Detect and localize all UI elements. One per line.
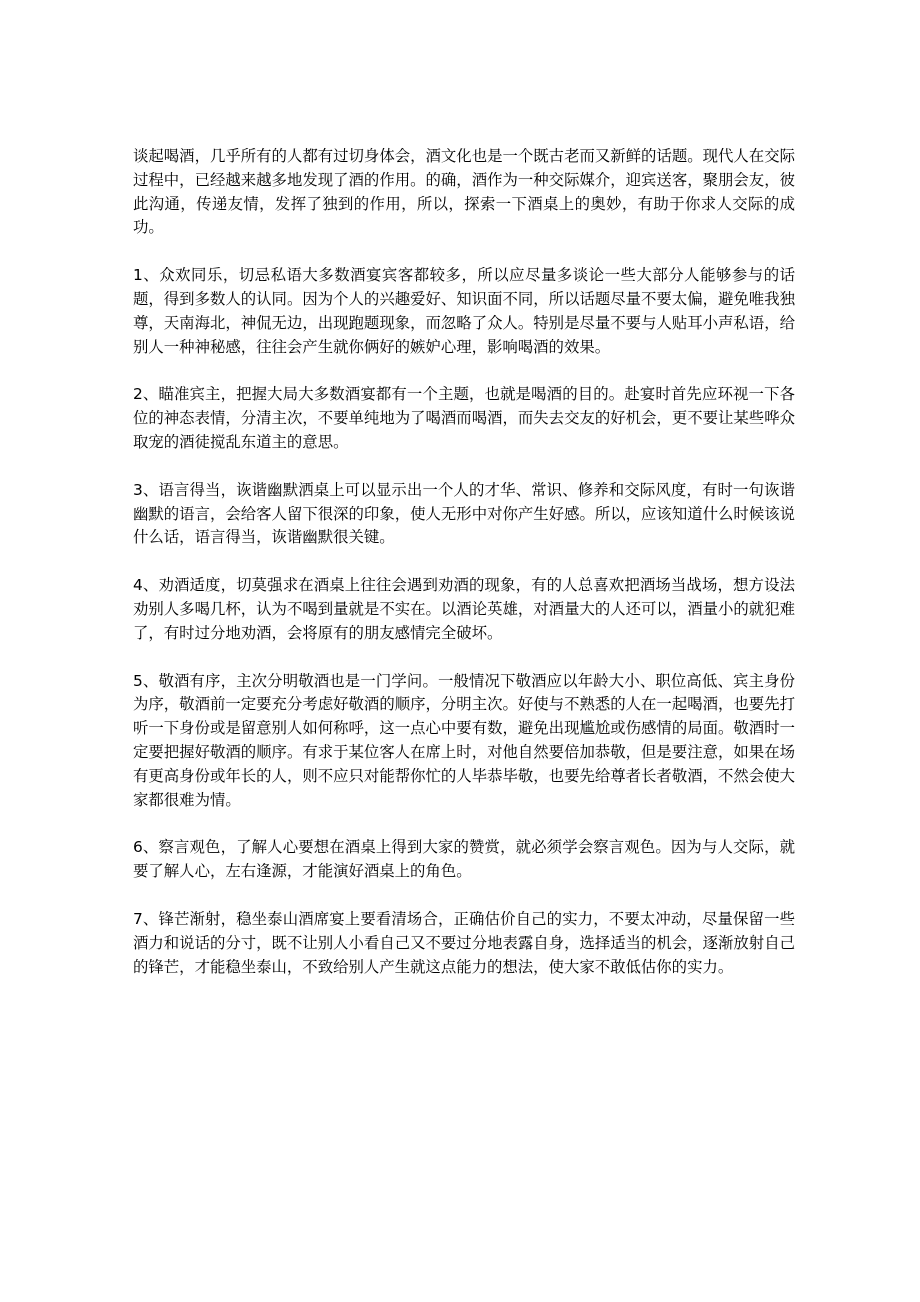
document-body — [133, 145, 795, 1003]
tip-paragraph-5: 5、敬酒有序，主次分明敬酒也是一门学问。一般情况下敬酒应以年龄大小、职位高低、宾主身份为序，敬酒前一定要充分考虑好敬酒的顺序，分明主次。好使与不熟悉的人在一起喝酒，也要先打听一下身份或是留意别人如何称呼，这一点心中要有数，避免出现尴尬或伤感情的局面。敬酒时一定要把握好敬酒的顺序。有求于某位客人在席上时，对他自然要倍加恭敬，但是要注意，如果在场有更高身份或年长的人，则不应只对能帮你忙的人毕恭毕敬，也要先给尊者长者敬酒，不然会使大家都很难为情。 — [133, 671, 795, 809]
intro-paragraph: 谈起喝酒，几乎所有的人都有过切身体会，酒文化也是一个既古老而又新鲜的话题。现代人在交际过程中，已经越来越多地发现了酒的作用。的确，酒作为一种交际媒介，迎宾送客，聚朋会友，彼此沟通，传递友情，发挥了独到的作用，所以，探索一下酒桌上的奥妙，有助于你求人交际的成功。 — [133, 147, 795, 237]
tip-paragraph-3: 3、语言得当，诙谐幽默洒桌上可以显示出一个人的才华、常识、修养和交际风度，有时一句诙谐幽默的语言，会给客人留下很深的印象，使人无形中对你产生好感。所以，应该知道什么时候该说什么话，语言得当，诙谐幽默很关键。 — [133, 480, 795, 547]
tip-paragraph-1: 1、众欢同乐，切忌私语大多数酒宴宾客都较多，所以应尽量多谈论一些大部分人能够参与的话题，得到多数人的认同。因为个人的兴趣爱好、知识面不同，所以话题尽量不要太偏，避免唯我独尊，天南海北，神侃无边，出现跑题现象，而忽略了众人。特别是尽量不要与人贴耳小声私语，给别人一种神秘感，往往会产生就你俩好的嫉妒心理，影响喝酒的效果。 — [133, 266, 795, 356]
tip-paragraph-4: 4、劝酒适度，切莫强求在酒桌上往往会遇到劝酒的现象，有的人总喜欢把酒场当战场，想方设法劝别人多喝几杯，认为不喝到量就是不实在。以酒论英雄，对酒量大的人还可以，酒量小的就犯难了，有时过分地劝酒，会将原有的朋友感情完全破坏。 — [133, 576, 795, 642]
tip-paragraph-2: 2、瞄准宾主，把握大局大多数酒宴都有一个主题，也就是喝酒的目的。赴宴时首先应环视一下各位的神态表情，分清主次，不要单纯地为了喝酒而喝酒，而失去交友的好机会，更不要让某些哗众取宠的酒徒搅乱东道主的意思。 — [133, 385, 795, 451]
tip-paragraph-6: 6、察言观色，了解人心要想在酒桌上得到大家的赞赏，就必须学会察言观色。因为与人交际，就要了解人心，左右逢源，才能演好酒桌上的角色。 — [133, 838, 795, 881]
tip-paragraph-7: 7、锋芒渐射，稳坐泰山酒席宴上要看清场合，正确估价自己的实力，不要太冲动，尽量保留一些酒力和说话的分寸，既不让别人小看自己又不要过分地表露自身，选择适当的机会，逐渐放射自己的锋芒，才能稳坐泰山，不致给别人产生就这点能力的想法，使大家不敢低估你的实力。 — [133, 909, 795, 976]
